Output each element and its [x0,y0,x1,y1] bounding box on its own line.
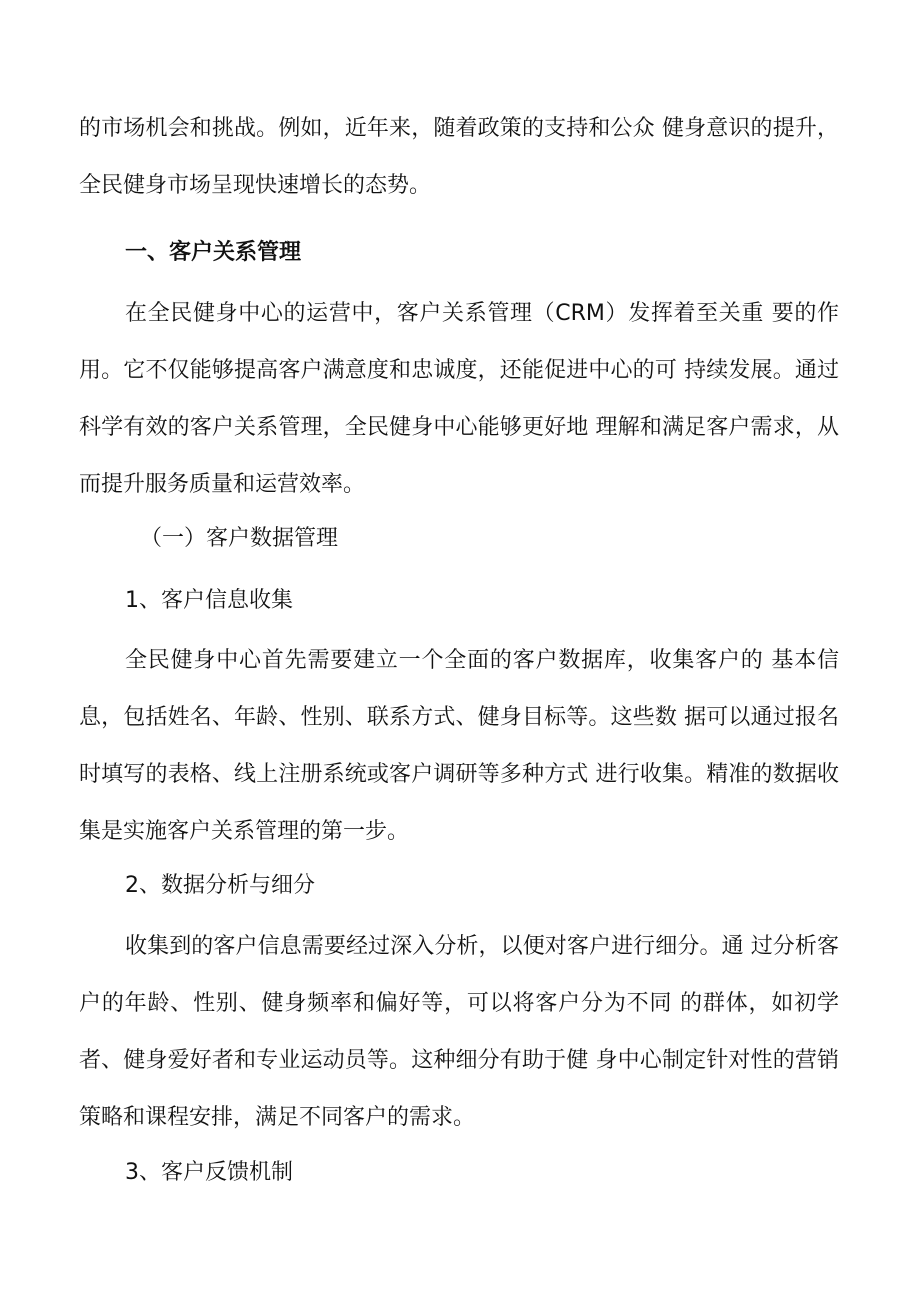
subsection-heading-customer-data: （一）客户数据管理 [140,526,339,551]
section-heading-crm: 一、客户关系管理 [125,240,302,265]
analysis-paragraph: 收集到的客户信息需要经过深入分析，以便对客户进行细分。通 过分析客户的年龄、性别、健身频率和偏好等，可以将客户分为不同 的群体，如初学者、健身爱好者和专业运动员等。这种细分有助于健 身中心制定针对性的营销策略和课程安排，满足不同客户的需求。 [79,934,839,1130]
intro-paragraph: 的市场机会和挑战。例如，近年来，随着政策的支持和公众 健身意识的提升，全民健身市场呈现快速增长的态势。 [79,116,839,198]
item-heading-feedback: 3、客户反馈机制 [125,1160,293,1185]
item-heading-info-collection: 1、客户信息收集 [125,588,293,613]
item-heading-analysis: 2、数据分析与细分 [125,873,315,898]
crm-paragraph: 在全民健身中心的运营中，客户关系管理（CRM）发挥着至关重 要的作用。它不仅能够提高客户满意度和忠诚度，还能促进中心的可 持续发展。通过科学有效的客户关系管理，全民健身中心能够更好地 理解和满足客户需求，从而提升服务质量和运营效率。 [79,301,839,497]
collection-paragraph: 全民健身中心首先需要建立一个全面的客户数据库，收集客户的 基本信息，包括姓名、年龄、性别、联系方式、健身目标等。这些数 据可以通过报名时填写的表格、线上注册系统或客户调研等多种方式 进行收集。精准的数据收集是实施客户关系管理的第一步。 [79,648,839,844]
